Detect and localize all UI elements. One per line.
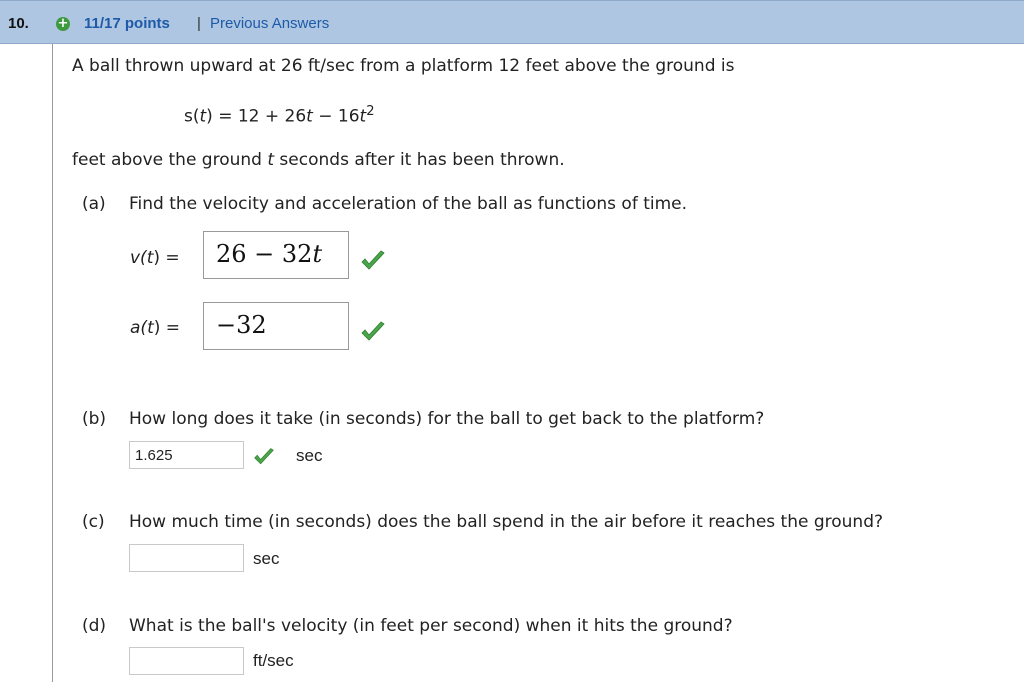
part-d-answer-input[interactable] [129,647,244,675]
question-number: 10. [8,15,29,32]
velocity-answer [216,240,322,268]
velocity-answer-num: 26 − 32 [216,240,313,268]
checkmark-icon [360,250,386,272]
eq-t1: t [199,106,207,127]
question-header [0,0,1024,44]
a-letter: a( [130,318,148,338]
part-b-unit: sec [296,446,323,465]
v-suffix: ) = [153,248,180,268]
eq-t2: t [306,106,313,127]
eq-s: s( [184,106,200,127]
part-c-question: How much time (in seconds) does the ball spend in the air before it reaches the ground? [129,512,884,532]
header-separator: | [197,15,201,32]
part-b-question: How long does it take (in seconds) for the ball to get back to the platform? [129,409,765,429]
part-a-question: Find the velocity and acceleration of the ball as functions of time. [129,194,688,214]
eq-minus: − 16 [312,106,360,127]
part-d-unit: ft/sec [253,651,294,670]
problem-after [72,150,565,170]
position-equation [184,104,374,127]
velocity-answer-box[interactable] [203,231,349,279]
part-a-label: (a) [82,194,106,214]
problem-intro: A ball thrown upward at 26 ft/sec from a platform 12 feet above the ground is [72,56,735,76]
part-b-label: (b) [82,409,107,429]
acceleration-answer-box[interactable] [203,302,349,350]
acceleration-answer: −32 [216,311,267,339]
points-score: 11/17 points [84,15,170,32]
part-b-answer-input[interactable] [129,441,244,469]
part-c-answer-input[interactable] [129,544,244,572]
after-suffix: seconds after it has been thrown. [274,150,565,170]
part-c-label: (c) [82,512,105,532]
checkmark-icon [360,321,386,343]
left-divider [52,44,53,682]
velocity-answer-t: t [312,240,323,268]
part-d-question: What is the ball's velocity (in feet per second) when it hits the ground? [129,616,733,636]
v-t: t [146,248,154,268]
a-suffix: ) = [153,318,181,338]
eq-mid: ) = 12 + 26 [206,106,307,127]
after-prefix: feet above the ground [72,150,268,170]
plus-icon[interactable]: + [57,16,69,31]
a-t: t [147,318,154,338]
acceleration-label [130,318,180,338]
eq-t3: t [359,106,367,127]
eq-exponent: 2 [366,104,375,119]
velocity-label [130,248,180,268]
part-d-label: (d) [82,616,107,636]
checkmark-icon [253,447,275,467]
after-t: t [267,150,275,170]
part-c-unit: sec [253,549,280,568]
previous-answers-link[interactable]: Previous Answers [210,15,330,32]
v-letter: v( [130,248,147,268]
